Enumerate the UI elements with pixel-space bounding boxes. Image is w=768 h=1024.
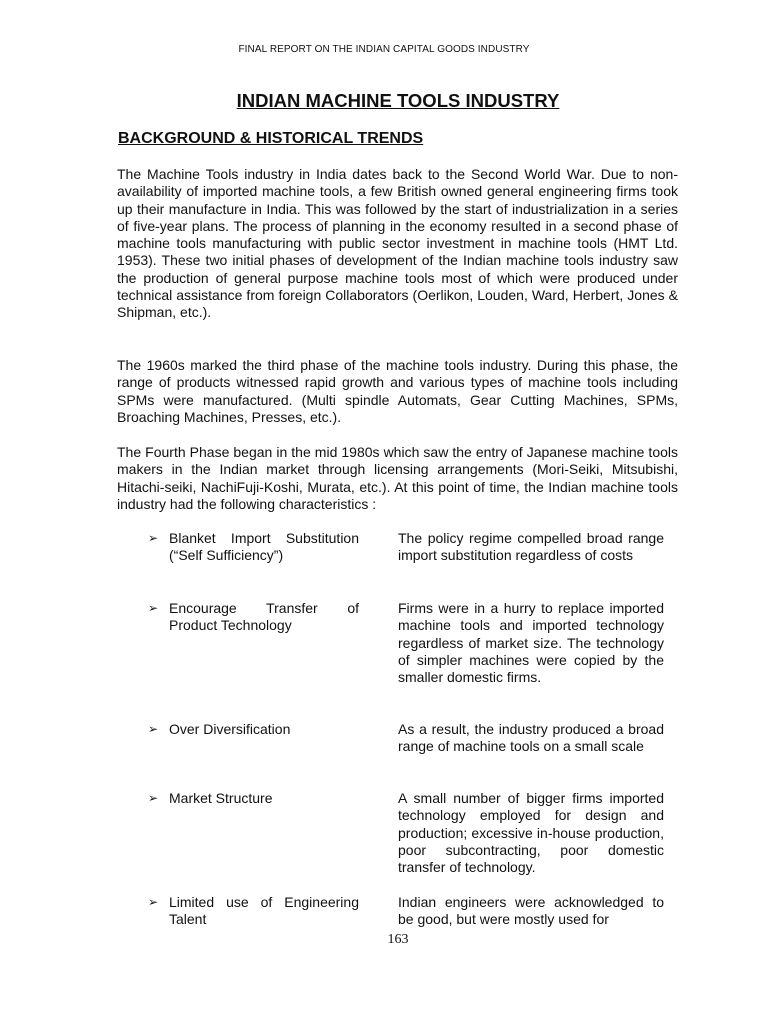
- characteristic-term: Market Structure: [169, 790, 273, 806]
- characteristic-description: The policy regime compelled broad range import substitution regardless of costs: [398, 530, 664, 564]
- arrow-bullet-icon: ➢: [148, 531, 159, 545]
- running-header: FINAL REPORT ON THE INDIAN CAPITAL GOODS INDUSTRY: [238, 44, 530, 55]
- characteristic-description: Firms were in a hurry to replace imported machine tools and imported technology regardless of market size. The technology of simpler machines were copied by the smaller domestic firms.: [398, 600, 664, 686]
- characteristic-description: A small number of bigger firms imported technology employed for design and production; excessive in-house production, poor subcontracting, poor domestic transfer of technology.: [398, 790, 664, 876]
- characteristic-term: Limited use of Engineering Talent: [169, 894, 359, 928]
- arrow-bullet-icon: ➢: [148, 722, 159, 736]
- paragraph: The 1960s marked the third phase of the machine tools industry. During this phase, the range of products witnessed rapid growth and various types of machine tools including SPMs were manufactured. (Multi spindle Automats, Gear Cutting Machines, SPMs, Broaching Machines, Presses, etc.).: [117, 357, 678, 425]
- characteristic-description: As a result, the industry produced a broad range of machine tools on a small scale: [398, 721, 664, 755]
- document-title: INDIAN MACHINE TOOLS INDUSTRY: [236, 90, 560, 111]
- section-heading: BACKGROUND & HISTORICAL TRENDS: [118, 130, 424, 147]
- arrow-bullet-icon: ➢: [148, 791, 159, 805]
- characteristic-term: Encourage Transfer of Product Technology: [169, 600, 359, 634]
- arrow-bullet-icon: ➢: [148, 895, 159, 909]
- characteristic-term: Blanket Import Substitution (“Self Sufficiency”): [169, 530, 359, 564]
- characteristic-term: Over Diversification: [169, 721, 291, 737]
- page-number: 163: [387, 932, 409, 947]
- characteristic-description: Indian engineers were acknowledged to be good, but were mostly used for: [398, 894, 664, 928]
- paragraph: The Machine Tools industry in India dates back to the Second World War. Due to non-availability of imported machine tools, a few British owned general engineering firms took up their manufacture in India. This was followed by the start of industrialization in a series of five-year plans. The process of planning in the economy resulted in a second phase of machine tools manufacturing with public sector investment in machine tools (HMT Ltd. 1953). These two initial phases of development of the Indian machine tools industry saw the production of general purpose machine tools most of which were produced under technical assistance from foreign Collaborators (Oerlikon, Louden, Ward, Herbert, Jones & Shipman, etc.).: [117, 166, 678, 321]
- paragraph: The Fourth Phase began in the mid 1980s which saw the entry of Japanese machine tools makers in the Indian market through licensing arrangements (Mori-Seiki, Mitsubishi, Hitachi-seiki, NachiFuji-Koshi, Murata, etc.). At this point of time, the Indian machine tools industry had the following characteristics :: [117, 444, 678, 512]
- arrow-bullet-icon: ➢: [148, 601, 159, 615]
